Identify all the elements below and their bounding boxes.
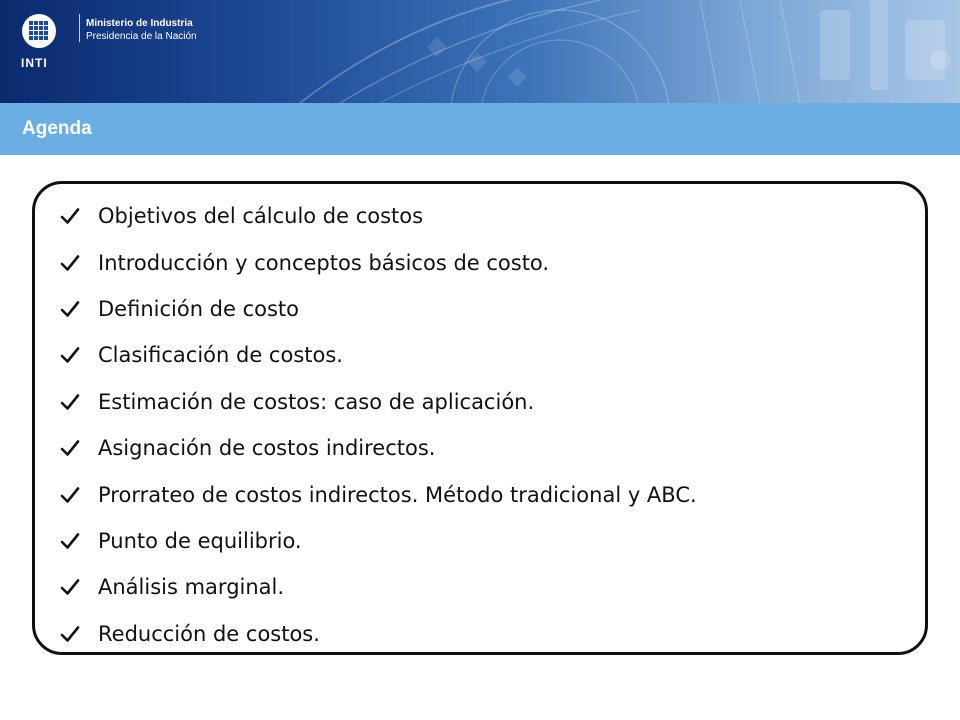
presidency-name: Presidencia de la Nación <box>86 31 197 42</box>
checkmark-icon <box>60 577 98 597</box>
agenda-item <box>60 564 697 610</box>
agenda-item-label: Introducción y conceptos básicos de costo. <box>98 250 550 275</box>
checkmark-icon <box>60 206 98 226</box>
checkmark-icon <box>60 438 98 458</box>
checkmark-icon <box>60 624 98 644</box>
agenda-item <box>60 425 697 471</box>
agenda-item <box>60 332 697 378</box>
section-title: Agenda <box>22 118 92 139</box>
agenda-item-label: Estimación de costos: caso de aplicación. <box>98 389 535 414</box>
logo-text: INTI <box>21 56 48 70</box>
agenda-item <box>60 193 697 239</box>
ministry-name: Ministerio de Industria <box>86 18 193 29</box>
checkmark-icon <box>60 299 98 319</box>
header-banner <box>0 0 960 103</box>
agenda-item <box>60 471 697 517</box>
agenda-item <box>60 239 697 285</box>
checkmark-icon <box>60 345 98 365</box>
checkmark-icon <box>60 485 98 505</box>
agenda-item-label: Análisis marginal. <box>98 575 285 600</box>
agenda-list <box>60 193 697 657</box>
ministry-label <box>86 17 197 43</box>
agenda-item <box>60 379 697 425</box>
agenda-item-label: Definición de costo <box>98 296 300 321</box>
checkmark-icon <box>60 253 98 273</box>
agenda-item <box>60 286 697 332</box>
checkmark-icon <box>60 392 98 412</box>
agenda-item-label: Reducción de costos. <box>98 621 320 646</box>
header-divider <box>79 14 80 42</box>
agenda-item-label: Asignación de costos indirectos. <box>98 436 436 461</box>
banner-background-art <box>0 0 960 103</box>
section-bar <box>0 103 960 155</box>
agenda-item-label: Clasificación de costos. <box>98 343 343 368</box>
checkmark-icon <box>60 531 98 551</box>
inti-grid-logo-icon <box>22 14 56 48</box>
agenda-item-label: Prorrateo de costos indirectos. Método tradicional y ABC. <box>98 482 697 507</box>
agenda-item <box>60 611 697 657</box>
agenda-item-label: Objetivos del cálculo de costos <box>98 204 424 229</box>
agenda-item <box>60 518 697 564</box>
agenda-item-label: Punto de equilibrio. <box>98 528 302 553</box>
